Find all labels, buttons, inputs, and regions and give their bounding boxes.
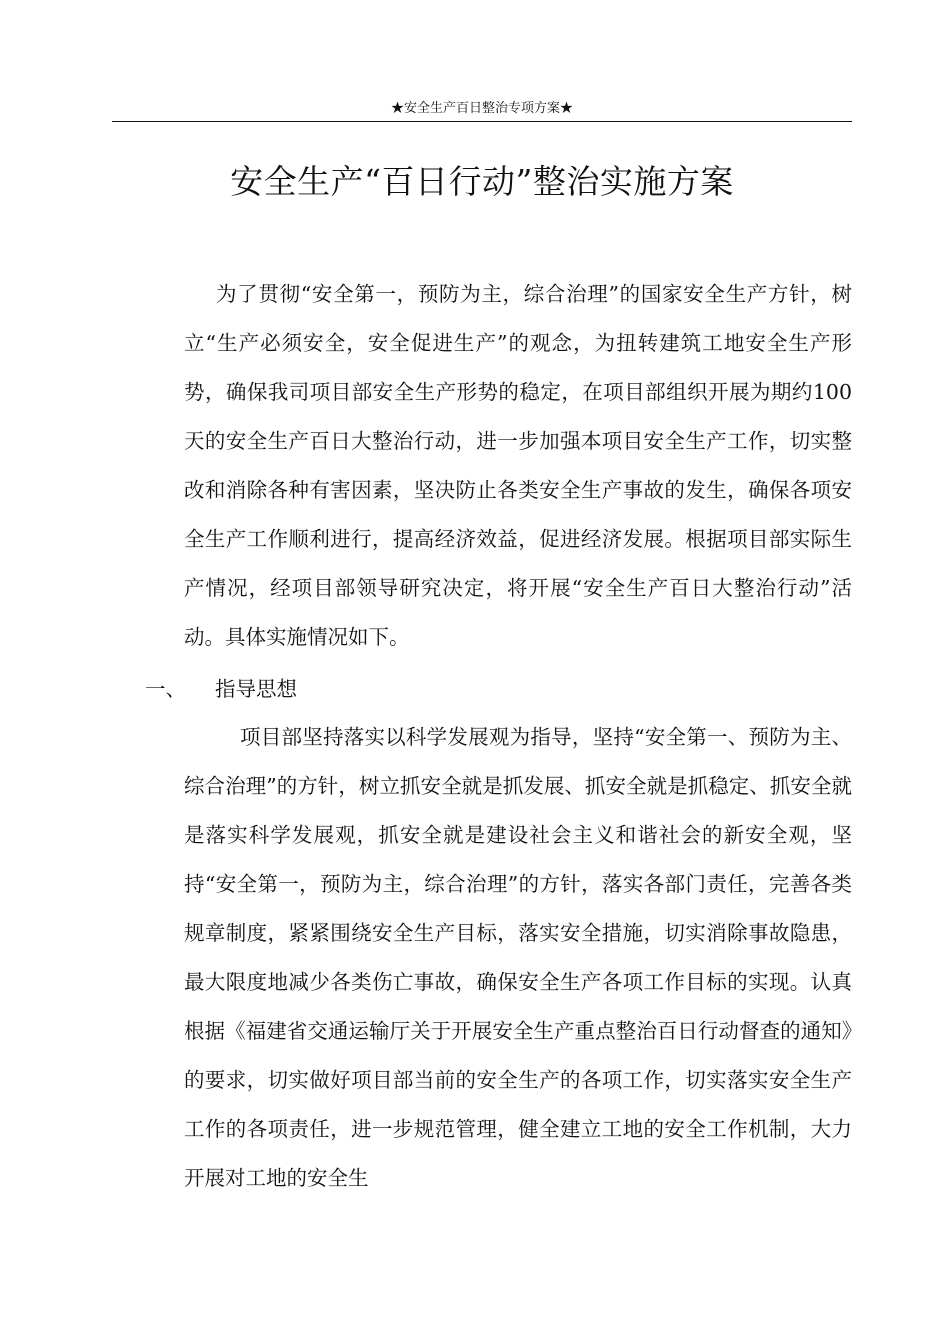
section-heading-text: 指导思想 <box>215 677 297 701</box>
running-header: ★安全生产百日整治专项方案★ <box>390 101 573 116</box>
header-rule <box>112 121 852 122</box>
section-body-paragraph: 项目部坚持落实以科学发展观为指导，坚持“安全第一、预防为主、综合治理”的方针，树立抓安全就是抓发展、抓安全就是抓稳定、抓安全就是落实科学发展观，抓安全就是建设社会主义和谐社会的新安全观，坚持“安全第一，预防为主，综合治理”的方针，落实各部门责任，完善各类规章制度，紧紧围绕安全生产目标，落实安全措施，切实消除事故隐患，最大限度地减少各类伤亡事故，确保安全生产各项工作目标的实现。认真根据《福建省交通运输厅关于开展安全生产重点整治百日行动督查的通知》的要求，切实做好项目部当前的安全生产的各项工作，切实落实安全生产工作的各项责任，进一步规范管理，健全建立工地的安全工作机制，大力开展对工地的安全生 <box>184 725 852 1190</box>
document-title: 安全生产“百日行动”整治实施方案 <box>230 162 734 201</box>
section-heading <box>145 665 297 714</box>
intro-paragraph: 为了贯彻“安全第一，预防为主，综合治理”的国家安全生产方针，树立“生产必须安全，安全促进生产”的观念，为扭转建筑工地安全生产形势，确保我司项目部安全生产形势的稳定，在项目部组织开展为期约100天的安全生产百日大整治行动，进一步加强本项目安全生产工作，切实整改和消除各种有害因素，坚决防止各类安全生产事故的发生，确保各项安全生产工作顺利进行，提高经济效益，促进经济发展。根据项目部实际生产情况，经项目部领导研究决定，将开展“安全生产百日大整治行动”活动。具体实施情况如下。 <box>184 282 852 649</box>
section-number: 一、 <box>145 677 186 701</box>
